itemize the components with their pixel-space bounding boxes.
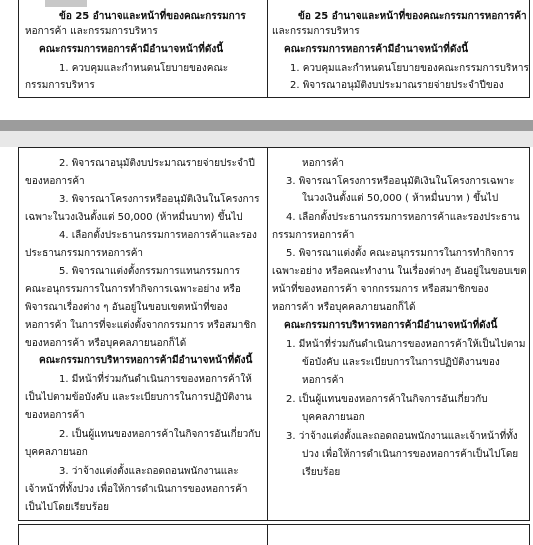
bottom-comparison-table — [18, 147, 530, 521]
text-line: 1. ควบคุมและกำหนดนโยบายของคณะกรรมการบริหาร — [290, 63, 529, 74]
text-line: หอการค้า หรือบุคคลภายนอกก็ได้ — [272, 302, 416, 313]
text-line: เรียบร้อย — [302, 467, 341, 478]
text-line: 3. ว่าจ้างแต่งตั้งและถอดถอนพนักงานและเจ้าหน้าที่ทั้ง — [286, 431, 518, 442]
text-line: 2. เป็นผู้แทนของหอการค้าในกิจการอันเกี่ยวกับ — [286, 394, 488, 405]
text-line: หอการค้า ในการที่จะแต่งตั้งจากกรรมการ หรือสมาชิก — [25, 320, 257, 331]
text-line: พิจารณาเรื่องต่าง ๆ อันอยู่ในขอบเขตหน้าที่ของ — [25, 302, 228, 313]
highlighted-text-line: หน้าที่ของหอการค้า จากกรรมการ หรือสมาชิกของ — [272, 284, 489, 295]
top-comparison-table — [18, 0, 530, 98]
text-line: 5. พิจารณาแต่งตั้งกรรมการแทนกรรมการ — [59, 266, 240, 277]
text-line: ปวง เพื่อให้การดำเนินการของหอการค้าเป็นไปโดย — [302, 449, 519, 460]
article-heading: ข้อ 25 อำนาจและหน้าที่ของคณะกรรมการ — [59, 11, 246, 22]
text-line: ของหอการค้า — [25, 410, 85, 421]
top-right-column — [268, 0, 529, 97]
text-line: เป็นไปโดยเรียบร้อย — [25, 502, 109, 513]
page-break-bar — [0, 120, 533, 131]
top-left-column — [19, 0, 267, 97]
text-line: 1. มีหน้าที่ร่วมกันดำเนินการของหอการค้าให้ — [59, 374, 252, 385]
text-line: ของหอการค้า — [25, 176, 85, 187]
bottom-left-column — [19, 148, 267, 520]
text-line: ในวงเงินตั้งแต่ 50,000 ( ห้าหมื่นบาท ) ขึ้นไป — [302, 193, 499, 204]
text-line: 3. ว่าจ้างแต่งตั้งและถอดถอนพนักงานและ — [59, 466, 239, 477]
text-line: หอการค้า — [302, 158, 344, 169]
text-line: เจ้าหน้าที่ทั้งปวง เพื่อให้การดำเนินการของหอการค้า — [25, 484, 248, 495]
page-margin — [0, 131, 533, 147]
text-line: 3. พิจารณาโครงการหรืออนุมัติเงินในโครงการ — [59, 194, 260, 205]
text-line: 1. ควบคุมและกำหนดนโยบายของคณะ — [59, 63, 229, 74]
column-divider — [267, 525, 268, 545]
section-heading: คณะกรรมการบริหารหอการค้ามีอำนาจหน้าที่ดังนี้ — [284, 320, 498, 331]
text-line: และกรรมการบริหาร — [272, 26, 360, 37]
highlighted-text-line: เฉพาะอย่าง หรือคณะทำงาน ในเรื่องต่างๆ อันอยู่ในขอบเขต — [272, 266, 527, 277]
text-line: 2. พิจารณาอนุมัติงบประมาณรายจ่ายประจำปีของ — [290, 80, 504, 91]
section-heading: คณะกรรมการบริหารหอการค้ามีอำนาจหน้าที่ดังนี้ — [39, 355, 253, 366]
text-line: ของหอการค้า หรือบุคคลภายนอกก็ได้ — [25, 338, 187, 349]
article-heading: ข้อ 25 อำนาจและหน้าที่ของคณะกรรมการหอการค้า — [298, 11, 527, 22]
text-line: กรรมการหอการค้า — [272, 230, 355, 241]
text-line: 3. พิจารณาโครงการหรืออนุมัติเงินในโครงการเฉพาะ — [286, 176, 515, 187]
text-line: เป็นไปตามข้อบังคับ และระเบียบการในการปฏิบัติงาน — [25, 392, 252, 403]
text-line: ประธานกรรมการหอการค้า — [25, 248, 144, 259]
bottom-right-column — [268, 148, 529, 520]
text-line: หอการค้า — [302, 375, 344, 386]
text-line: คณะอนุกรรมการในการทำกิจการเฉพาะอย่าง หรือ — [25, 284, 241, 295]
section-heading: คณะกรรมการหอการค้ามีอำนาจหน้าที่ดังนี้ — [39, 44, 224, 55]
text-line: 4. เลือกตั้งประธานกรรมการหอการค้าและรองประธาน — [286, 212, 520, 223]
text-line: เฉพาะในวงเงินตั้งแต่ 50,000 (ห้าหมื่นบาท) ขึ้นไป — [25, 212, 243, 223]
text-line: ข้อบังคับ และระเบียบการในการปฏิบัติงานของ — [302, 357, 500, 368]
text-line: บุคคลภายนอก — [302, 412, 365, 423]
text-line: 4. เลือกตั้งประธานกรรมการหอการค้าและรอง — [59, 230, 257, 241]
text-line: 2. พิจารณาอนุมัติงบประมาณรายจ่ายประจำปี — [59, 158, 255, 169]
text-line: บุคคลภายนอก — [25, 447, 88, 458]
text-line: 1. มีหน้าที่ร่วมกันดำเนินการของหอการค้าให้เป็นไปตาม — [286, 339, 526, 350]
section-heading: คณะกรรมการหอการค้ามีอำนาจหน้าที่ดังนี้ — [284, 44, 469, 55]
text-line: กรรมการบริหาร — [25, 80, 95, 91]
text-line: หอการค้า และกรรมการบริหาร — [25, 26, 158, 37]
text-line: 2. เป็นผู้แทนของหอการค้าในกิจการอันเกี่ยวกับ — [59, 429, 261, 440]
text-line: 5. พิจารณาแต่งตั้ง คณะอนุกรรมการในการทำกิจการ — [286, 248, 514, 259]
next-table-edge — [18, 524, 530, 545]
